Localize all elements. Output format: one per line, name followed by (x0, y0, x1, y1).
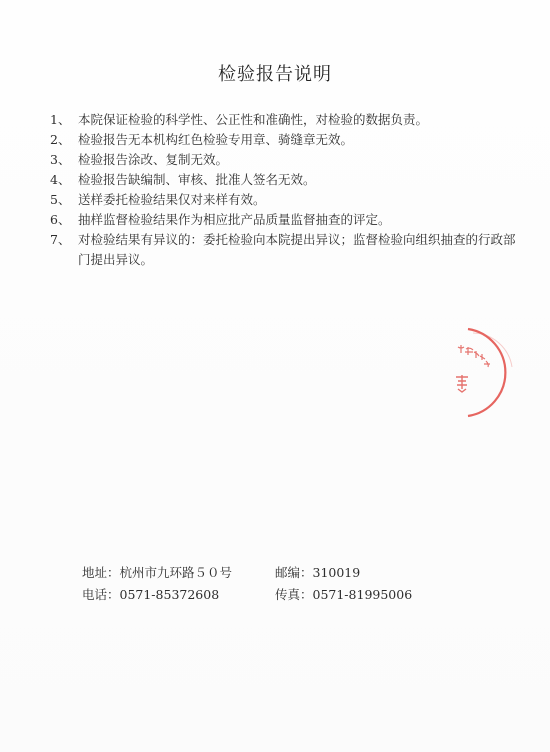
rule-number: 2、 (50, 132, 71, 147)
contact-footer (82, 562, 445, 606)
rule-number: 3、 (50, 152, 71, 167)
rule-text: 送样委托检验结果仅对来样有效。 (78, 192, 266, 207)
rule-item (50, 230, 520, 270)
rule-number: 5、 (50, 192, 71, 207)
rule-text: 本院保证检验的科学性、公正性和准确性，对检验的数据负责。 (78, 112, 429, 127)
address-text: 地址：杭州市九环路５０号 (82, 565, 233, 580)
document-title: 检验报告说明 (218, 64, 332, 85)
rule-item (50, 170, 520, 190)
rule-text: 检验报告无本机构红色检验专用章、骑缝章无效。 (78, 132, 354, 147)
rules-list (50, 110, 520, 270)
rule-number: 4、 (50, 172, 71, 187)
rule-item (50, 210, 520, 230)
rule-text: 抽样监督检验结果作为相应批产品质量监督抽查的评定。 (78, 212, 391, 227)
rule-number: 1、 (50, 112, 71, 127)
red-seal-stamp (428, 325, 518, 420)
rule-text: 检验报告涂改、复制无效。 (78, 152, 229, 167)
rule-text: 检验报告缺编制、审核、批准人签名无效。 (78, 172, 316, 187)
postcode-text: 邮编：310019 (275, 565, 361, 580)
rule-item (50, 130, 520, 150)
rule-text: 对检验结果有异议的：委托检验向本院提出异议；监督检验向组织抽查的行政部门提出异议。 (78, 232, 516, 267)
fax-text: 传真：0571-81995006 (275, 587, 413, 602)
footer-row (82, 584, 445, 606)
rule-number: 6、 (50, 212, 71, 227)
rule-item (50, 190, 520, 210)
rule-number: 7、 (50, 232, 71, 247)
rule-item (50, 150, 520, 170)
footer-row (82, 562, 445, 584)
phone-text: 电话：0571-85372608 (82, 587, 220, 602)
rule-item (50, 110, 520, 130)
